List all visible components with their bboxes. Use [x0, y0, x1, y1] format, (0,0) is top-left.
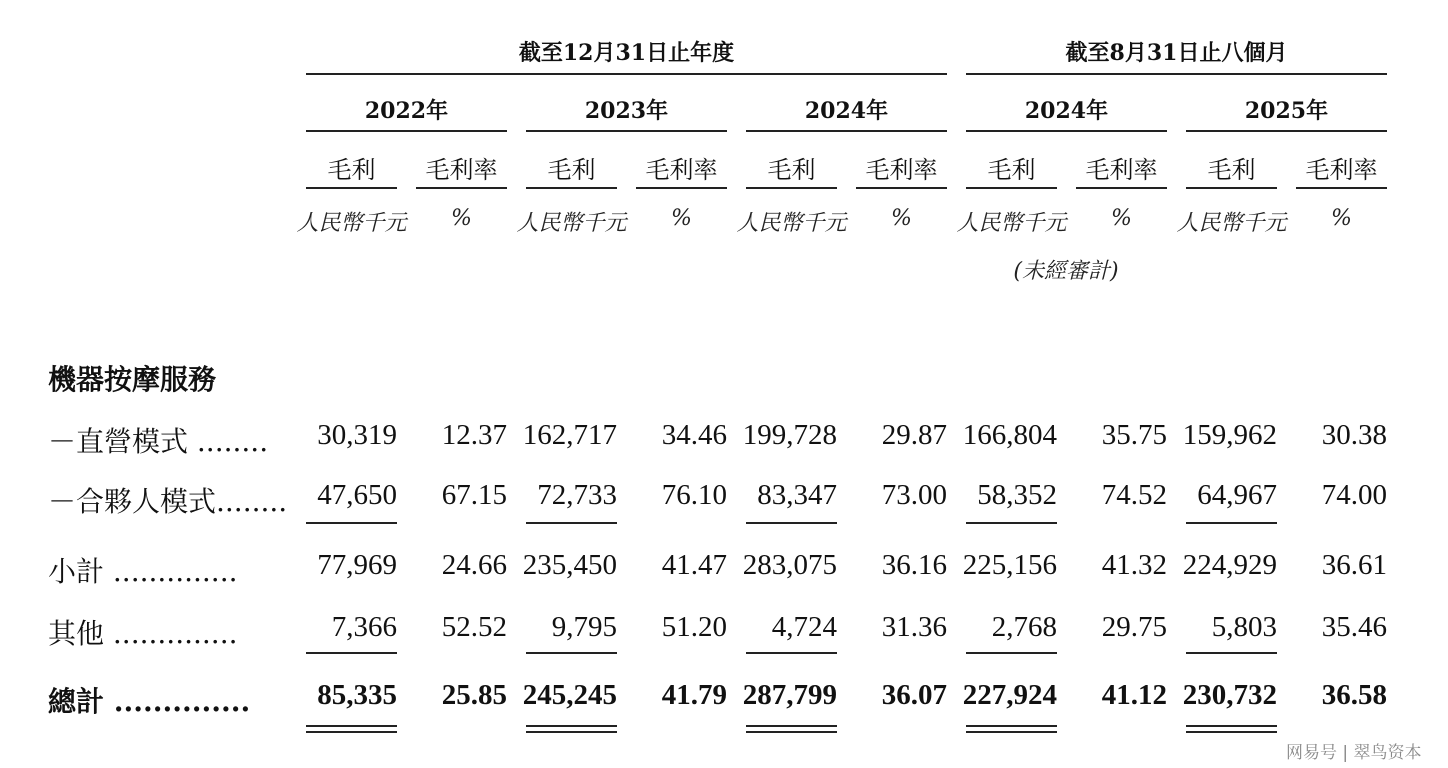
table-cell: 29.87 [881, 419, 947, 451]
table-cell: 34.46 [661, 419, 727, 451]
table-cell: 41.32 [1101, 549, 1167, 581]
year-header-rule [746, 130, 947, 132]
total-double-rule-2 [526, 731, 617, 733]
table-cell: 30,319 [317, 419, 397, 451]
table-cell: 76.10 [661, 479, 727, 511]
table-cell: 2,768 [991, 611, 1057, 643]
watermark: 网易号 | 翠鸟资本 [1286, 743, 1422, 763]
total-double-rule-2 [306, 731, 397, 733]
table-cell: 287,799 [742, 679, 837, 711]
table-cell: 235,450 [522, 549, 617, 581]
table-cell: 52.52 [441, 611, 507, 643]
table-cell: 47,650 [317, 479, 397, 511]
table-cell: 12.37 [441, 419, 507, 451]
total-double-rule-2 [1186, 731, 1277, 733]
total-double-rule-2 [746, 731, 837, 733]
unit-percent: % [1331, 206, 1352, 231]
unit-currency: 人民幣千元 [296, 211, 407, 236]
table-cell: 58,352 [977, 479, 1057, 511]
table-cell: 74.52 [1101, 479, 1167, 511]
table-cell: 227,924 [962, 679, 1057, 711]
table-cell: 225,156 [962, 549, 1057, 581]
subtotal-rule [966, 522, 1057, 524]
total-double-rule-2 [966, 731, 1057, 733]
metric-header-rule [1186, 187, 1277, 189]
table-cell: 72,733 [537, 479, 617, 511]
table-cell: 41.47 [661, 549, 727, 581]
gross-profit-header: 毛利 [547, 156, 596, 184]
subtotal-rule [746, 522, 837, 524]
total-double-rule-1 [526, 725, 617, 727]
table-cell: 77,969 [317, 549, 397, 581]
unit-currency: 人民幣千元 [956, 211, 1067, 236]
gross-margin-header: 毛利率 [865, 156, 938, 184]
table-cell: 230,732 [1182, 679, 1277, 711]
year-header: 2024年 [1024, 98, 1109, 124]
gross-margin-header: 毛利率 [1085, 156, 1158, 184]
row-other-label: 其他 .............. [48, 617, 238, 650]
table-cell: 83,347 [757, 479, 837, 511]
metric-header-rule [856, 187, 947, 189]
table-cell: 24.66 [441, 549, 507, 581]
total-rule [526, 652, 617, 654]
year-header: 2022年 [364, 98, 449, 124]
table-cell: 30.38 [1321, 419, 1387, 451]
total-double-rule-1 [746, 725, 837, 727]
table-cell: 166,804 [962, 419, 1057, 451]
table-cell: 64,967 [1197, 479, 1277, 511]
table-cell: 35.75 [1101, 419, 1167, 451]
table-cell: 5,803 [1211, 611, 1277, 643]
table-cell: 67.15 [441, 479, 507, 511]
subtotal-rule [526, 522, 617, 524]
table-cell: 4,724 [771, 611, 837, 643]
unit-percent: % [671, 206, 692, 231]
unit-currency: 人民幣千元 [1176, 211, 1287, 236]
subtotal-rule [306, 522, 397, 524]
table-cell: 36.58 [1321, 679, 1387, 711]
gross-margin-header: 毛利率 [645, 156, 718, 184]
unit-percent: % [891, 206, 912, 231]
table-cell: 35.46 [1321, 611, 1387, 643]
table-cell: 25.85 [441, 679, 507, 711]
year-header: 2024年 [804, 98, 889, 124]
total-rule [966, 652, 1057, 654]
total-double-rule-1 [1186, 725, 1277, 727]
metric-header-rule [966, 187, 1057, 189]
row-partner-model-label: －合夥人模式........ [48, 485, 288, 518]
total-rule [306, 652, 397, 654]
gross-profit-header: 毛利 [1207, 156, 1256, 184]
table-cell: 245,245 [522, 679, 617, 711]
metric-header-rule [1296, 187, 1387, 189]
total-rule [746, 652, 837, 654]
table-cell: 36.07 [881, 679, 947, 711]
metric-header-rule [306, 187, 397, 189]
year-header-rule [306, 130, 507, 132]
table-cell: 85,335 [317, 679, 397, 711]
unit-currency: 人民幣千元 [516, 211, 627, 236]
metric-header-rule [526, 187, 617, 189]
period-header-eight-months: 截至8月31日止八個月 [1065, 40, 1288, 66]
total-double-rule-1 [306, 725, 397, 727]
table-cell: 73.00 [881, 479, 947, 511]
table-cell: 74.00 [1321, 479, 1387, 511]
table-cell: 31.36 [881, 611, 947, 643]
year-header-rule [526, 130, 727, 132]
total-double-rule-1 [966, 725, 1057, 727]
metric-header-rule [636, 187, 727, 189]
table-cell: 41.79 [661, 679, 727, 711]
unit-percent: % [1111, 206, 1132, 231]
gross-profit-header: 毛利 [767, 156, 816, 184]
gross-margin-header: 毛利率 [425, 156, 498, 184]
table-cell: 9,795 [551, 611, 617, 643]
section-title: 機器按摩服務 [48, 363, 217, 396]
metric-header-rule [1076, 187, 1167, 189]
metric-header-rule [416, 187, 507, 189]
year-header: 2025年 [1244, 98, 1329, 124]
year-header-rule [1186, 130, 1387, 132]
table-cell: 162,717 [522, 419, 617, 451]
table-cell: 283,075 [742, 549, 837, 581]
year-header-rule [966, 130, 1167, 132]
gross-profit-header: 毛利 [987, 156, 1036, 184]
table-cell: 36.16 [881, 549, 947, 581]
unit-percent: % [451, 206, 472, 231]
subtotal-rule [1186, 522, 1277, 524]
table-cell: 199,728 [742, 419, 837, 451]
row-total-label: 總計 .............. [48, 685, 251, 718]
gross-profit-header: 毛利 [327, 156, 376, 184]
table-cell: 29.75 [1101, 611, 1167, 643]
total-rule [1186, 652, 1277, 654]
table-cell: 7,366 [331, 611, 397, 643]
table-cell: 51.20 [661, 611, 727, 643]
unit-currency: 人民幣千元 [736, 211, 847, 236]
table-cell: 159,962 [1182, 419, 1277, 451]
period-header-annual-rule [306, 73, 947, 75]
row-direct-model-label: －直營模式 ........ [48, 425, 269, 458]
table-cell: 36.61 [1321, 549, 1387, 581]
row-subtotal-label: 小計 .............. [48, 555, 238, 588]
year-header: 2023年 [584, 98, 669, 124]
unaudited-note: (未經審計) [1013, 259, 1119, 284]
table-cell: 224,929 [1182, 549, 1277, 581]
period-header-annual: 截至12月31日止年度 [518, 40, 735, 66]
period-header-eight-months-rule [966, 73, 1387, 75]
gross-margin-header: 毛利率 [1305, 156, 1378, 184]
metric-header-rule [746, 187, 837, 189]
table-cell: 41.12 [1101, 679, 1167, 711]
